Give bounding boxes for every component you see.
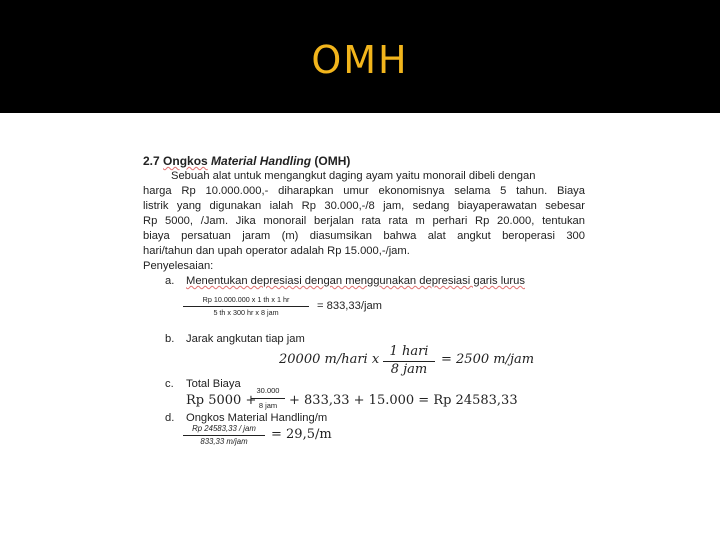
eq-c-left: Rp 5000 + — [186, 393, 257, 408]
paragraph-line: harga Rp 10.000.000,- diharapkan umur ekonomisnya selama 5 tahun. Biaya — [143, 185, 585, 197]
eq-d-bar — [183, 435, 265, 436]
step-b-label: b. — [165, 333, 175, 345]
step-d-label: d. — [165, 412, 175, 424]
frac-a-result: = 833,33/jam — [317, 300, 382, 312]
step-c-text: Total Biaya — [186, 378, 241, 390]
eq-d-numerator: Rp 24583,33 / jam — [192, 424, 256, 433]
heading-italic: Material Handling — [211, 154, 312, 168]
document-image — [143, 150, 613, 455]
section-heading — [143, 154, 350, 168]
eq-b-right: = 2500 m/jam — [441, 352, 535, 367]
frac-a-denominator: 5 th x 300 hr x 8 jam — [213, 308, 279, 317]
eq-c-right: + 833,33 + 15.000 = Rp 24583,33 — [289, 393, 518, 408]
eq-c-denominator: 8 jam — [258, 401, 278, 410]
paragraph-line: Sebuah alat untuk mengangkut daging ayam yaitu monorail dibeli dengan — [171, 170, 536, 182]
step-d-text: Ongkos Material Handling/m — [186, 412, 328, 424]
eq-c-bar — [251, 398, 285, 399]
eq-b-denominator: 8 jam — [390, 362, 428, 377]
paragraph-line: hari/tahun dan upah operator adalah Rp 15.000,-/jam. — [143, 245, 410, 257]
eq-b-left: 20000 m/hari x — [279, 352, 380, 367]
step-c-label: c. — [165, 378, 174, 390]
paragraph-line: Rp 5000, /Jam. Jika monorail berjalan rata rata m perhari Rp 20.000, tentukan — [143, 215, 585, 227]
paragraph-line: biaya persatuan jaram (m) diasumsikan bahwa alat angkut beroperasi 300 — [143, 230, 585, 242]
step-a-label: a. — [165, 275, 175, 287]
frac-a-numerator: Rp 10.000.000 x 1 th x 1 hr — [202, 295, 290, 304]
step-b-text: Jarak angkutan tiap jam — [186, 333, 305, 345]
eq-c-numerator: 30.000 — [256, 386, 280, 395]
penyelesaian-label: Penyelesaian: — [143, 260, 214, 272]
eq-d-right: = 29,5/m — [271, 427, 332, 442]
heading-number: 2.7 — [143, 154, 160, 168]
paragraph-line: listrik yang digunakan ialah Rp 30.000,-/8 jam, sedang biayaperawatan sebesar — [143, 200, 585, 212]
frac-a-bar — [183, 306, 309, 307]
eq-b-numerator: 1 hari — [389, 344, 429, 359]
step-a-text: Menentukan depresiasi dengan menggunakan depresiasi garis lurus — [186, 275, 525, 287]
slide-title: OMH — [311, 38, 409, 82]
heading-word: Ongkos — [163, 154, 208, 168]
eq-d-denominator: 833,33 m/jam — [200, 437, 248, 446]
heading-abbrev: (OMH) — [314, 154, 351, 168]
